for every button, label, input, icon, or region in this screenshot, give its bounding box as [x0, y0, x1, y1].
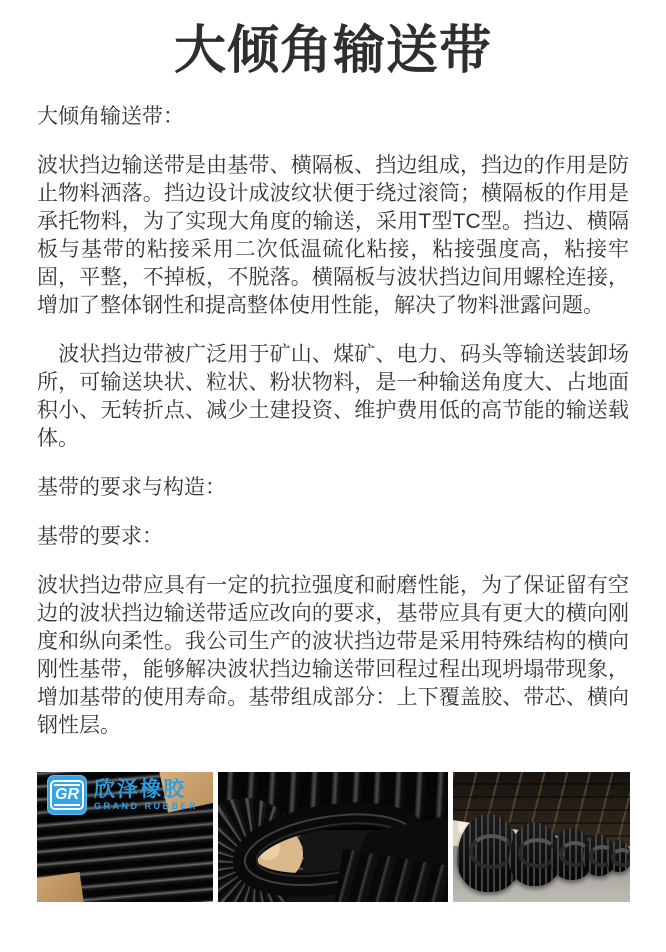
product-page: [0, 22, 666, 902]
sidewall-belts-warehouse-photo: [453, 772, 630, 902]
gr-logo-frame: [50, 780, 84, 810]
brand-name-cn: 欣泽橡胶: [94, 777, 186, 801]
wood-pallet-corner: [37, 872, 86, 902]
structure-paragraph: 波状挡边输送带是由基带、横隔板、挡边组成，挡边的作用是防止物料洒落。挡边设计成波纹状便于绕过滚筒；横隔板的作用是承托物料，为了实现大角度的输送，采用T型TC型。挡边、横隔板与基带的粘接采用二次低温硫化粘接，粘接强度高，粘接牢固，平整，不掉板，不脱落。横隔板与波状挡边间用螺栓连接，增加了整体钢性和提高整体使用性能，解决了物料泄露问题。: [37, 153, 629, 317]
brand-logo: [47, 775, 198, 815]
section-heading-base-requirements: 基带的要求：: [37, 524, 163, 548]
product-photos-row: [37, 772, 629, 902]
base-belt-paragraph: 波状挡边带应具有一定的抗拉强度和耐磨性能，为了保证留有空边的波状挡边输送带适应改向的要求，基带应具有更大的横向刚度和纵向柔性。我公司生产的波状挡边带是采用特殊结构的横向刚性基带，能够解决波状挡边输送带回程过程出现坍塌带现象，增加基带的使用寿命。基带组成部分：上下覆盖胶、带芯、横向钢性层。: [37, 573, 629, 737]
sidewall-belt-ribs-closeup-photo: [37, 772, 213, 902]
coiled-belt: [607, 840, 630, 872]
application-paragraph: 波状挡边带被广泛用于矿山、煤矿、电力、码头等输送装卸场所，可输送块状、粒状、粉状物料，是一种输送角度大、占地面积小、无转折点、减少土建投资、维护费用低的高节能的输送载体。: [37, 342, 629, 450]
sidewall-belt-curl-closeup-photo: [218, 772, 448, 902]
brand-name-en: GRAND RUBBER: [94, 800, 198, 811]
article-content: [0, 22, 666, 740]
gr-monogram: GR: [54, 784, 80, 806]
gr-logo-icon: [47, 775, 87, 815]
intro-label: 大倾角输送带：: [37, 104, 184, 128]
section-heading-base-belt: 基带的要求与构造：: [37, 475, 226, 499]
brand-text: [94, 779, 198, 812]
page-title: 大倾角输送带: [173, 22, 492, 80]
